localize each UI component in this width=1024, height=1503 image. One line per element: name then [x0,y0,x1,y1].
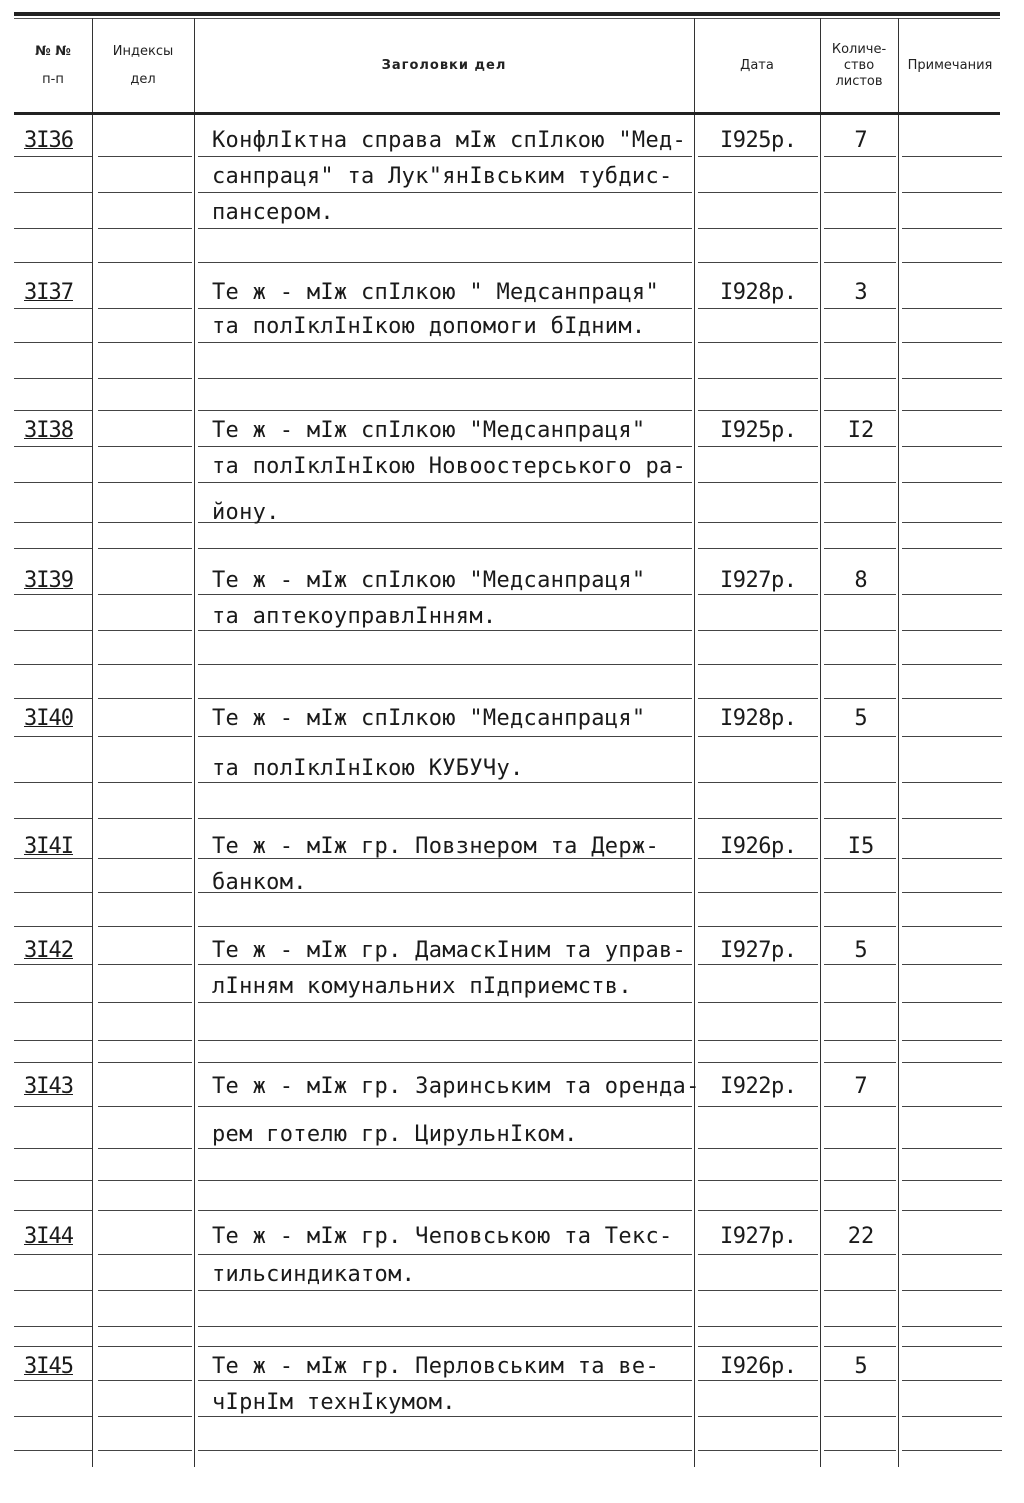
ledger-rule [824,1416,896,1417]
record-number: 3I37 [24,280,73,305]
ledger-rule [824,1180,896,1181]
ledger-rule [824,522,896,523]
ledger-rule [198,548,692,549]
ledger-rule [14,698,92,699]
ledger-rule [902,192,1002,193]
ledger-rule [824,736,896,737]
record-sheets: 22 [847,1224,875,1249]
ledger-rule [14,664,92,665]
ledger-rule [98,664,192,665]
ledger-rule [824,698,896,699]
header-notes [898,22,1002,110]
ledger-rule [14,926,92,927]
record-title-line: Те ж - мIж спIлкою "Медсанпраця" [212,418,646,443]
ledger-rule [98,1106,192,1107]
ledger-rule [824,1002,896,1003]
record-sheets: 3 [854,280,868,305]
ledger-rule [98,818,192,819]
ledger-rule [14,446,92,447]
ledger-rule [698,964,818,965]
header-rule [14,112,1000,115]
ledger-rule [824,482,896,483]
record-title-line: та аптекоуправлIнням. [212,604,497,629]
ledger-rule [98,522,192,523]
ledger-rule [902,1210,1002,1211]
ledger-rule [198,156,692,157]
ledger-rule [824,892,896,893]
ledger-rule [198,1180,692,1181]
ledger-rule [824,548,896,549]
ledger-rule [824,1040,896,1041]
record-title-line: Те ж - мIж спIлкою "Медсанпраця" [212,706,646,731]
top-rule-thin [14,18,1000,19]
ledger-rule [698,1326,818,1327]
ledger-rule [198,630,692,631]
ledger-rule [824,192,896,193]
record-title-line: Те ж - мIж гр. ДамаскIним та управ- [212,938,687,963]
ledger-rule [98,446,192,447]
ledger-rule [198,1290,692,1291]
record-sheets: 5 [854,1354,868,1379]
header-date [694,22,820,110]
ledger-rule [698,698,818,699]
ledger-rule [198,818,692,819]
record-title-line: чIрнIм технIкумом. [212,1390,456,1415]
ledger-rule [98,926,192,927]
ledger-rule [698,664,818,665]
record-title-line: Те ж - мIж спIлкою " Медсанпраця" [212,280,659,305]
ledger-rule [14,1290,92,1291]
ledger-rule [198,446,692,447]
ledger-rule [698,1040,818,1041]
ledger-rule [698,410,818,411]
ledger-rule [98,698,192,699]
ledger-rule [14,342,92,343]
record-sheets: I2 [847,418,875,443]
ledger-rule [698,1106,818,1107]
ledger-rule [902,1180,1002,1181]
ledger-rule [902,1290,1002,1291]
ledger-rule [14,1254,92,1255]
header-index-line2: дел [130,72,156,87]
column-divider [694,18,695,1467]
ledger-rule [198,1210,692,1211]
ledger-rule [14,1148,92,1149]
ledger-rule [198,1380,692,1381]
ledger-rule [902,1416,1002,1417]
ledger-rule [824,1148,896,1149]
ledger-rule [14,156,92,157]
ledger-rule [902,342,1002,343]
ledger-rule [98,1180,192,1181]
ledger-rule [198,262,692,263]
record-date: I926р. [720,1354,797,1379]
ledger-rule [698,818,818,819]
record-date: I927р. [720,568,797,593]
ledger-rule [98,1148,192,1149]
ledger-rule [824,1062,896,1063]
header-index-line1: Индексы [112,43,174,59]
ledger-rule [902,1002,1002,1003]
record-title-line: Те ж - мIж гр. Заринським та оренда- [212,1074,700,1099]
ledger-rule [698,1210,818,1211]
ledger-rule [824,228,896,229]
ledger-rule [698,1450,818,1451]
column-divider [898,18,899,1467]
header-sheets-line1: Количе- [831,41,887,57]
ledger-rule [98,378,192,379]
record-title-line: та полIклIнIкою Новоостерського ра- [212,454,687,479]
ledger-rule [14,522,92,523]
ledger-rule [902,1040,1002,1041]
ledger-rule [824,1326,896,1327]
ledger-rule [14,192,92,193]
record-title-line: банком. [212,870,307,895]
record-title-line: лIнням комунальних пIдприемств. [212,974,632,999]
ledger-rule [902,548,1002,549]
record-date: I925р. [720,418,797,443]
ledger-rule [698,446,818,447]
ledger-rule [98,858,192,859]
ledger-rule [98,1254,192,1255]
column-divider [194,18,195,1467]
ledger-rule [98,342,192,343]
ledger-rule [98,736,192,737]
header-date-label: Дата [740,57,774,73]
ledger-rule [698,308,818,309]
ledger-rule [98,1450,192,1451]
ledger-rule [902,1380,1002,1381]
ledger-rule [698,192,818,193]
record-sheets: 5 [854,938,868,963]
record-title-line: санпраця" та Лук"янIвським тубдис- [212,164,673,189]
ledger-rule [902,858,1002,859]
record-number: 3I45 [24,1354,73,1379]
ledger-rule [698,1346,818,1347]
record-title-line: Те ж - мIж гр. Чеповською та Текс- [212,1224,673,1249]
ledger-rule [198,736,692,737]
record-sheets: I5 [847,834,875,859]
ledger-rule [14,594,92,595]
ledger-rule [198,192,692,193]
ledger-rule [14,262,92,263]
ledger-rule [698,1062,818,1063]
ledger-rule [198,782,692,783]
ledger-rule [98,228,192,229]
ledger-rule [14,228,92,229]
ledger-rule [98,964,192,965]
ledger-rule [902,522,1002,523]
ledger-rule [698,342,818,343]
ledger-rule [98,1002,192,1003]
ledger-rule [698,378,818,379]
record-title-line: тильсиндикатом. [212,1262,416,1287]
ledger-rule [698,482,818,483]
ledger-rule [98,1040,192,1041]
ledger-rule [698,926,818,927]
record-title-line: та полIклIнIкою КУБУЧу. [212,756,524,781]
ledger-rule [198,308,692,309]
ledger-rule [824,1346,896,1347]
record-title-line: Те ж - мIж спIлкою "Медсанпраця" [212,568,646,593]
ledger-rule [14,1040,92,1041]
ledger-rule [198,410,692,411]
record-title-line: Те ж - мIж гр. Перловським та ве- [212,1354,659,1379]
ledger-rule [902,1326,1002,1327]
ledger-rule [98,1062,192,1063]
header-number [14,22,92,110]
ledger-rule [98,192,192,193]
ledger-rule [902,1450,1002,1451]
record-sheets: 7 [854,1074,868,1099]
ledger-rule [824,1106,896,1107]
ledger-rule [14,1180,92,1181]
ledger-rule [198,1062,692,1063]
ledger-rule [824,782,896,783]
ledger-rule [698,594,818,595]
ledger-rule [902,664,1002,665]
record-sheets: 5 [854,706,868,731]
record-title-line: Те ж - мIж гр. Повзнером та Держ- [212,834,659,859]
ledger-rule [198,1106,692,1107]
ledger-rule [14,782,92,783]
ledger-rule [824,664,896,665]
ledger-rule [98,594,192,595]
record-sheets: 7 [854,128,868,153]
ledger-rule [902,1346,1002,1347]
ledger-rule [14,1450,92,1451]
record-date: I928р. [720,280,797,305]
ledger-rule [902,1106,1002,1107]
record-number: 3I44 [24,1224,73,1249]
ledger-rule [902,782,1002,783]
ledger-rule [902,630,1002,631]
record-title-line: пансером. [212,200,334,225]
header-notes-label: Примечания [907,57,993,73]
record-sheets: 8 [854,568,868,593]
ledger-rule [824,446,896,447]
ledger-rule [98,410,192,411]
ledger-rule [14,410,92,411]
ledger-rule [902,1254,1002,1255]
ledger-rule [98,548,192,549]
ledger-rule [198,342,692,343]
ledger-rule [98,630,192,631]
ledger-rule [824,410,896,411]
ledger-rule [698,1416,818,1417]
ledger-rule [198,1040,692,1041]
record-date: I927р. [720,938,797,963]
ledger-rule [902,594,1002,595]
ledger-rule [698,1148,818,1149]
record-title-line: КонфлIктна справа мIж спIлкою "Мед- [212,128,687,153]
record-date: I927р. [720,1224,797,1249]
ledger-rule [14,1002,92,1003]
record-title-line: та полIклIнIкою допомоги бIдним. [212,314,646,339]
ledger-rule [824,156,896,157]
ledger-rule [14,964,92,965]
ledger-rule [902,736,1002,737]
ledger-rule [902,698,1002,699]
ledger-rule [198,228,692,229]
ledger-rule [698,892,818,893]
ledger-rule [824,594,896,595]
ledger-rule [198,378,692,379]
ledger-rule [902,410,1002,411]
ledger-rule [14,736,92,737]
ledger-rule [824,1290,896,1291]
ledger-rule [902,308,1002,309]
header-titles [194,22,694,110]
ledger-rule [902,1148,1002,1149]
record-number: 3I38 [24,418,73,443]
ledger-rule [824,1254,896,1255]
ledger-rule [98,262,192,263]
ledger-rule [698,1254,818,1255]
ledger-rule [902,818,1002,819]
ledger-rule [698,1180,818,1181]
ledger-rule [14,1326,92,1327]
ledger-rule [198,594,692,595]
ledger-rule [698,1290,818,1291]
ledger-rule [698,736,818,737]
ledger-rule [14,1106,92,1107]
ledger-rule [198,964,692,965]
ledger-rule [824,926,896,927]
ledger-rule [98,1210,192,1211]
ledger-rule [14,1416,92,1417]
ledger-rule [902,964,1002,965]
header-titles-label: Заголовки дел [381,57,507,73]
ledger-rule [824,1450,896,1451]
ledger-rule [824,308,896,309]
ledger-rule [198,1254,692,1255]
ledger-rule [902,228,1002,229]
ledger-rule [14,482,92,483]
ledger-rule [14,1062,92,1063]
ledger-rule [824,630,896,631]
ledger-rule [824,342,896,343]
header-number-line1: № № [35,43,71,59]
ledger-rule [198,1002,692,1003]
ledger-rule [98,308,192,309]
ledger-rule [698,156,818,157]
ledger-rule [198,1346,692,1347]
header-number-line2: п-п [42,72,64,87]
ledger-rule [698,262,818,263]
ledger-rule [698,1002,818,1003]
ledger-rule [902,378,1002,379]
ledger-rule [824,378,896,379]
column-divider [92,18,93,1467]
ledger-rule [198,698,692,699]
ledger-rule [14,1346,92,1347]
record-number: 3I4I [24,834,73,859]
ledger-rule [902,482,1002,483]
ledger-rule [14,892,92,893]
ledger-rule [14,548,92,549]
record-title-line: йону. [212,500,280,525]
record-number: 3I40 [24,706,73,731]
ledger-rule [98,782,192,783]
ledger-rule [98,482,192,483]
record-number: 3I36 [24,128,73,153]
header-sheets-line2: ство [843,57,875,73]
record-date: I922р. [720,1074,797,1099]
ledger-rule [198,926,692,927]
record-date: I928р. [720,706,797,731]
ledger-rule [98,892,192,893]
ledger-rule [98,1290,192,1291]
ledger-rule [14,818,92,819]
top-rule [14,12,1000,16]
header-sheets-line3: листов [835,74,883,90]
ledger-rule [902,1062,1002,1063]
record-number: 3I39 [24,568,73,593]
record-date: I925р. [720,128,797,153]
ledger-rule [98,1416,192,1417]
ledger-rule [198,1416,692,1417]
ledger-rule [902,446,1002,447]
ledger-rule [698,630,818,631]
record-number: 3I43 [24,1074,73,1099]
record-title-line: рем готелю гр. ЦирульнIком. [212,1122,578,1147]
record-number: 3I42 [24,938,73,963]
ledger-rule [824,964,896,965]
ledger-rule [14,1380,92,1381]
ledger-rule [698,228,818,229]
ledger-rule [824,818,896,819]
ledger-rule [198,1450,692,1451]
record-date: I926р. [720,834,797,859]
ledger-rule [824,262,896,263]
ledger-rule [698,782,818,783]
ledger-rule [698,522,818,523]
ledger-rule [14,630,92,631]
ledger-rule [98,1380,192,1381]
ledger-rule [98,156,192,157]
ledger-rule [14,308,92,309]
ledger-rule [902,156,1002,157]
ledger-rule [902,926,1002,927]
ledger-rule [698,1380,818,1381]
ledger-rule [824,1380,896,1381]
ledger-rule [14,1210,92,1211]
ledger-rule [824,1210,896,1211]
ledger-rule [902,892,1002,893]
ledger-rule [198,1326,692,1327]
ledger-rule [198,482,692,483]
ledger-rule [98,1326,192,1327]
ledger-rule [14,378,92,379]
column-divider [820,18,821,1467]
ledger-rule [198,1148,692,1149]
ledger-rule [698,548,818,549]
header-index [92,22,194,110]
ledger-rule [98,1346,192,1347]
ledger-rule [902,262,1002,263]
ledger-rule [198,664,692,665]
header-sheets [820,22,898,110]
